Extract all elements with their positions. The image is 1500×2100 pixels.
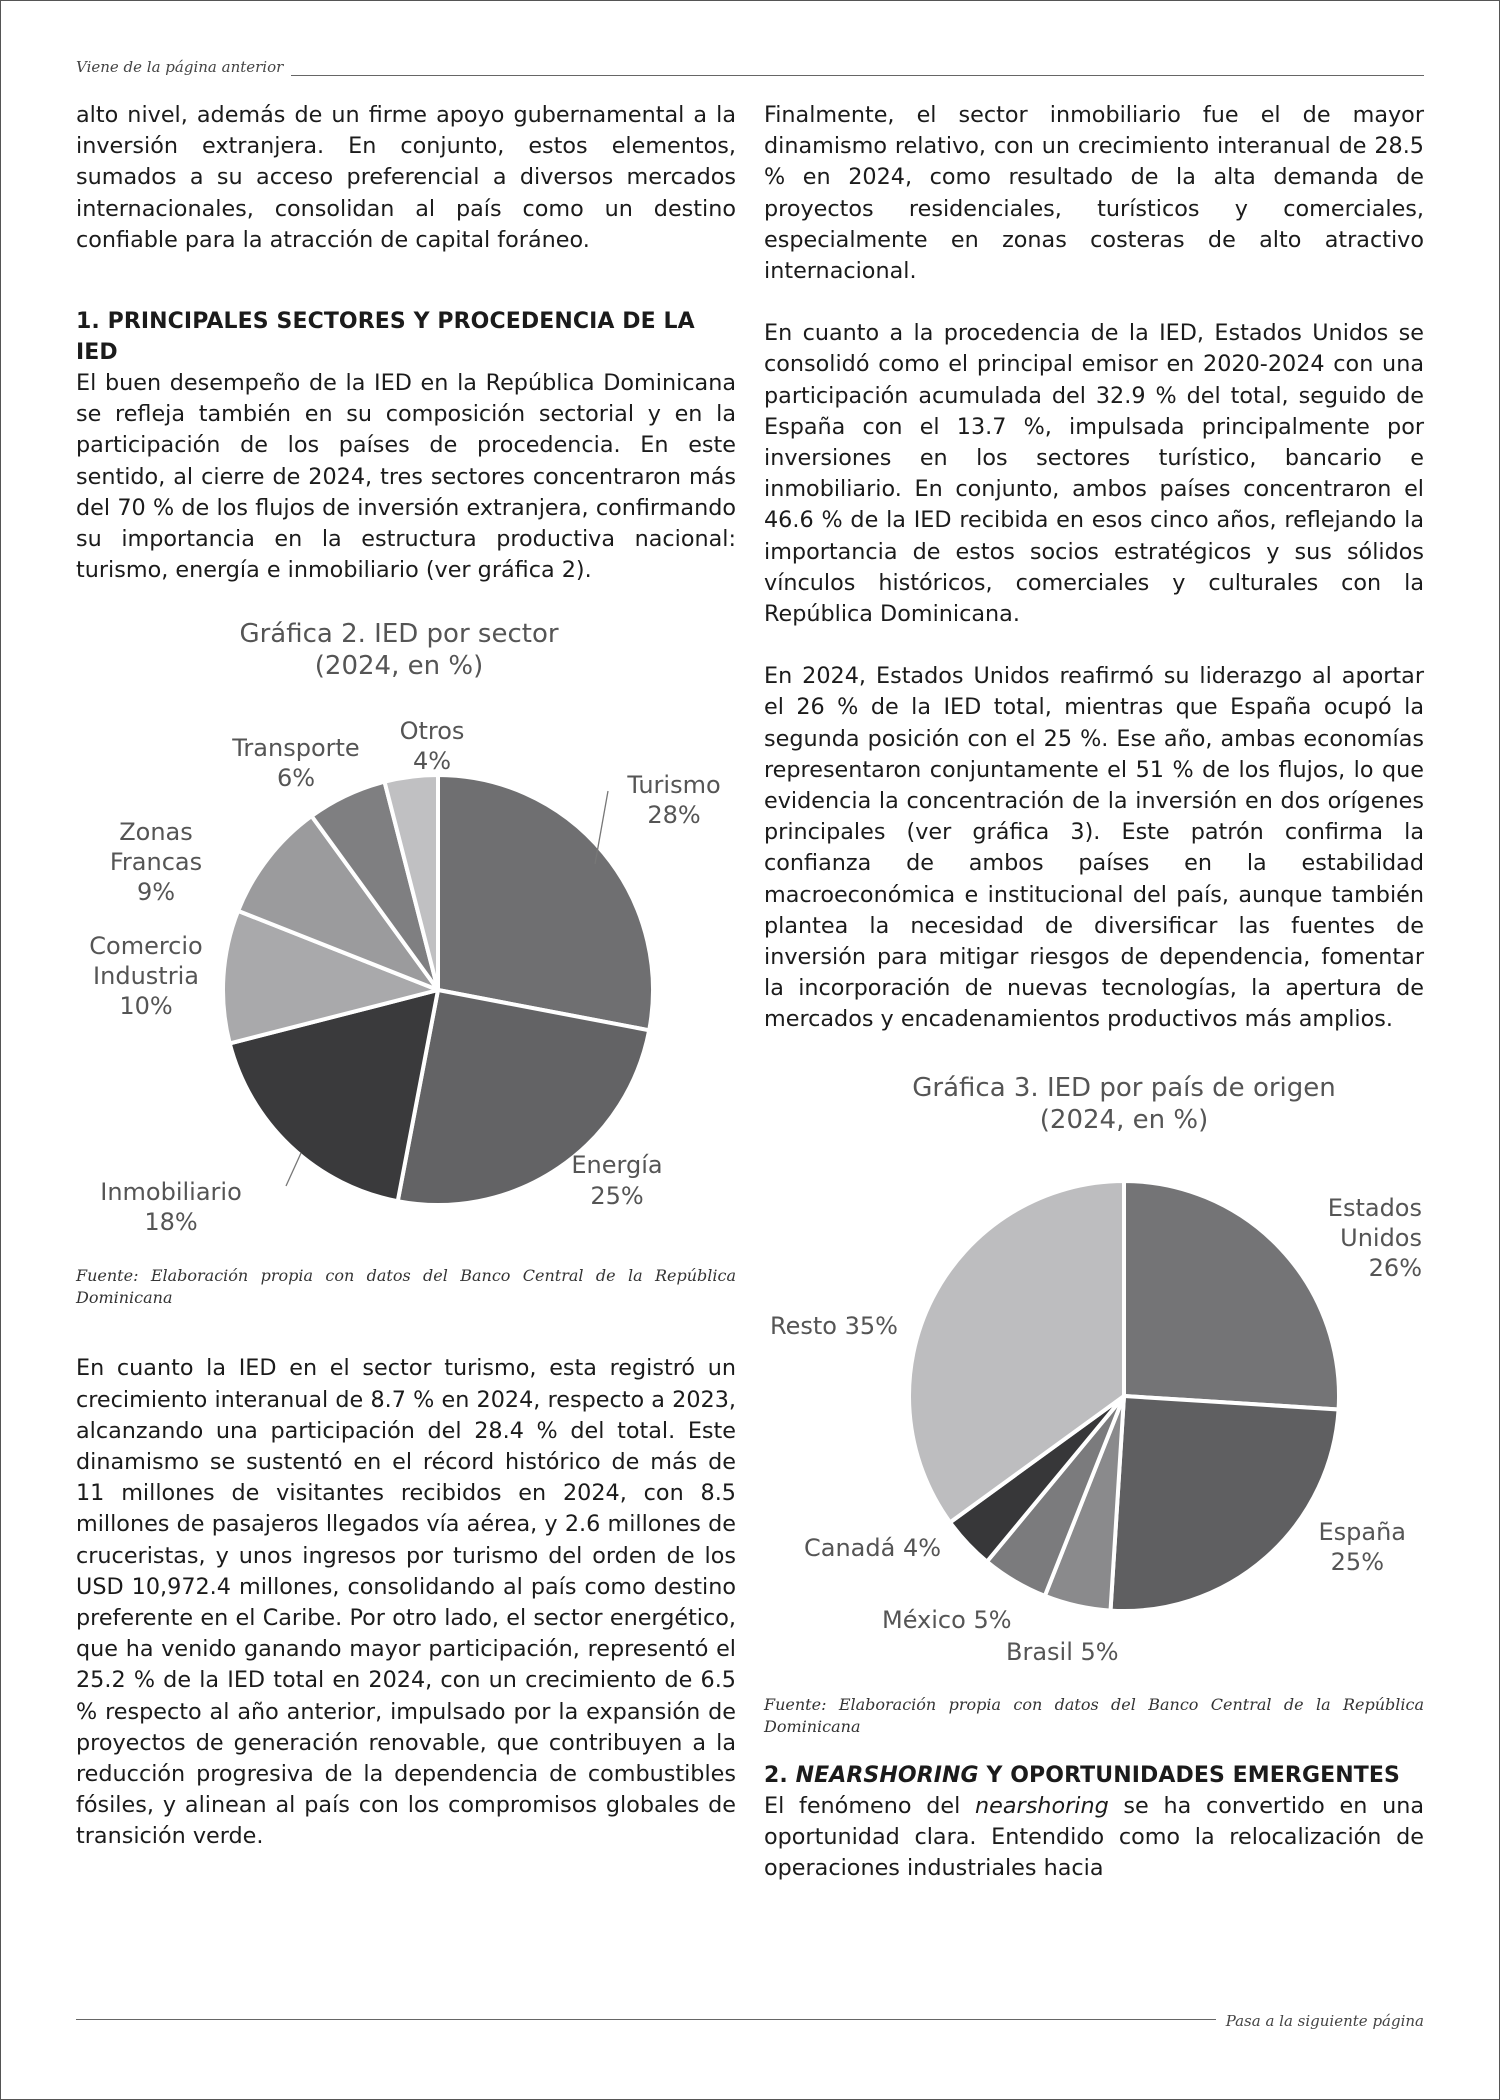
svg-text:Turismo28% bbox=[626, 771, 720, 829]
chart3-value-resto: 35% bbox=[844, 1311, 898, 1340]
left-paragraph-1: alto nivel, además de un firme apoyo gubernamental a la inversión extranjera. En conjunto, estos elementos, sumados a su acceso preferencial a diversos mercados internacionales, consolidan al país como un destino confiable para la atracción de capital foráneo. bbox=[76, 102, 736, 253]
chart3-slice-espa-a bbox=[1111, 1396, 1339, 1611]
chart3-subtitle: (2024, en %) bbox=[1039, 1104, 1209, 1135]
left-paragraph-3: En cuanto la IED en el sector turismo, esta registró un crecimiento interanual de 8.7 % en 2024, respecto a 2023, alcanzando una participación del 28.4 % del total. Este dinamismo se sustentó en el récord histórico de más de 11 millones de visitantes recibidos en 2024, con 8.5 millones de pasajeros llegados vía aérea, y 2.6 millones de cruceristas, y unos ingresos por turismo del orden de los USD 10,972.4 millones, consolidando al país como destino preferente en el Caribe. Por otro lado, el sector energético, que ha venido ganando mayor participación, representó el 25.2 % de la IED total en 2024, con un crecimiento de 6.5 % respecto al año anterior, impulsado por la expansión de proyectos de generación renovable, que contribuyen a la reducción progresiva de la dependencia de combustibles fósiles, y alinean al país con los compromisos globales de transición verde. bbox=[76, 1355, 736, 1850]
chart3-label-resto: Resto bbox=[770, 1311, 837, 1340]
svg-text:EstadosUnidos26% bbox=[1328, 1194, 1422, 1282]
svg-text:Canadá 4% bbox=[804, 1534, 941, 1562]
svg-text:ZonasFrancas9% bbox=[110, 818, 202, 906]
right-paragraph-2: En cuanto a la procedencia de la IED, Estados Unidos se consolidó como el principal emisor en 2020-2024 con una participación acumulada del 32.9 % del total, seguido de España con el 13.7 %, impulsada principalmente por inversiones en los sectores turístico, bancario e inmobiliario. En conjunto, ambos países concentraron el 46.6 % de la IED recibida en esos cinco años, reflejando la importancia de estos socios estratégicos y sus sólidos vínculos históricos, comerciales y culturales con la República Dominicana. bbox=[764, 320, 1424, 628]
chart3-title: Gráfica 3. IED por país de origen bbox=[912, 1072, 1336, 1103]
heading-2-emphasis: NEARSHORING bbox=[795, 1762, 979, 1788]
svg-text:Resto 35% bbox=[770, 1312, 898, 1340]
chart2-label-inmobiliario: Inmobiliario bbox=[100, 1178, 242, 1207]
chart2-label-turismo: Turismo bbox=[627, 771, 721, 800]
chart3-value-brasil: 5% bbox=[1080, 1637, 1119, 1666]
chart2-label-energia: Energía bbox=[571, 1151, 663, 1180]
chart2-label-industria: Industria bbox=[93, 962, 199, 991]
p4-emphasis: nearshoring bbox=[975, 1792, 1109, 1819]
chart2-slice-turismo bbox=[438, 775, 653, 1030]
chart2-value-energia: 25% bbox=[590, 1182, 644, 1211]
chart2-label-francas: Francas bbox=[109, 848, 203, 877]
chart3-value-mexico: 5% bbox=[973, 1605, 1012, 1634]
right-paragraph-4 bbox=[764, 1791, 1424, 1885]
chart2-title: Gráfica 2. IED por sector bbox=[239, 619, 559, 650]
heading-2-rest: Y OPORTUNIDADES EMERGENTES bbox=[978, 1762, 1400, 1788]
left-column bbox=[76, 100, 736, 1853]
chart3-label-estados: Estados bbox=[1327, 1193, 1422, 1222]
svg-text:Otros4% bbox=[400, 717, 465, 775]
section-heading-2 bbox=[764, 1760, 1424, 1791]
chart2-label-transporte: Transporte bbox=[232, 734, 360, 763]
chart2-value-otros: 4% bbox=[412, 747, 452, 776]
left-paragraph-2: El buen desempeño de la IED en la República Dominicana se refleja también en su composición sectorial y en la participación de los países de procedencia. En este sentido, al cierre de 2024, tres sectores concentraron más del 70 % de los flujos de inversión extranjera, confirmando su importancia en la estructura productiva nacional: turismo, energía e inmobiliario (ver gráfica 2). bbox=[76, 370, 736, 584]
chart3-label-espana: España bbox=[1318, 1517, 1406, 1546]
chart2-label-comercio: Comercio bbox=[89, 932, 203, 961]
chart2-value-comercio: 10% bbox=[119, 992, 173, 1021]
chart2-value-inmobiliario: 18% bbox=[144, 1208, 198, 1237]
chart2-value-zonas: 9% bbox=[136, 878, 176, 907]
chart-ied-por-pais bbox=[764, 1056, 1424, 1696]
svg-text:Transporte6% bbox=[231, 734, 359, 792]
p4-part-a: El fenómeno del bbox=[764, 1792, 976, 1819]
section-heading-1: 1. PRINCIPALES SECTORES Y PROCEDENCIA DE LA IED bbox=[76, 309, 695, 366]
chart3-label-mexico: México bbox=[882, 1605, 966, 1634]
chart2-label-otros: Otros bbox=[399, 717, 465, 746]
chart3-label-unidos: Unidos bbox=[1340, 1223, 1422, 1252]
chart2-label-zonas: Zonas bbox=[119, 818, 193, 847]
svg-text:Energía25% bbox=[571, 1151, 662, 1210]
chart2-value-turismo: 28% bbox=[647, 801, 701, 830]
right-column bbox=[764, 100, 1424, 1884]
heading-2-number: 2. bbox=[764, 1762, 796, 1788]
chart2-leader-inmobiliario bbox=[286, 1153, 301, 1186]
chart3-label-canada: Canadá bbox=[804, 1533, 896, 1562]
chart3-slice-estados-unidos bbox=[1124, 1181, 1339, 1410]
chart-ied-por-sector bbox=[76, 608, 736, 1263]
chart2-subtitle: (2024, en %) bbox=[314, 651, 484, 682]
chart3-value-eeuu: 26% bbox=[1368, 1253, 1422, 1282]
svg-text:España25% bbox=[1318, 1518, 1406, 1576]
svg-text:México 5% bbox=[882, 1606, 1012, 1634]
chart3-label-brasil: Brasil bbox=[1006, 1637, 1073, 1666]
right-paragraph-3: En 2024, Estados Unidos reafirmó su liderazgo al aportar el 26 % de la IED total, mientras que España ocupó la segunda posición con el 25 %. Ese año, ambas economías representaron conjuntamente el 51 % de los flujos, lo que evidencia la concentración de la inversión en dos orígenes principales (ver gráfica 3). Este patrón confirma la confianza de ambos países en la estabilidad macroeconómica e institucional del país, aunque también plantea la necesidad de diversificar las fuentes de inversión para mitigar riesgos de dependencia, fomentar la incorporación de nuevas tecnologías, la apertura de mercados y encadenamientos productivos más amplios. bbox=[764, 663, 1424, 1033]
continues-on-note: Pasa a la siguiente página bbox=[1216, 2012, 1424, 2030]
continued-from-note: Viene de la página anterior bbox=[76, 58, 291, 76]
chart2-value-transporte: 6% bbox=[276, 764, 316, 793]
p4-part-b: se ha convertido en una oportunidad clara. Entendido como la relocalización de operaciones industriales hacia bbox=[764, 1792, 1424, 1882]
svg-text:Inmobiliario18% bbox=[100, 1178, 242, 1236]
chart3-value-espana: 25% bbox=[1330, 1547, 1384, 1576]
svg-text:Brasil 5% bbox=[1006, 1638, 1119, 1666]
svg-text:ComercioIndustria10% bbox=[89, 932, 202, 1020]
chart2-source: Fuente: Elaboración propia con datos del Banco Central de la República Dominicana bbox=[76, 1266, 736, 1308]
chart3-value-canada: 4% bbox=[902, 1533, 942, 1562]
right-paragraph-1: Finalmente, el sector inmobiliario fue el de mayor dinamismo relativo, con un crecimiento interanual de 28.5 % en 2024, como resultado de la alta demanda de proyectos residenciales, turísticos y comerciales, especialmente en zonas costeras de alto atractivo internacional. bbox=[764, 102, 1424, 285]
chart3-source: Fuente: Elaboración propia con datos del Banco Central de la República Dominicana bbox=[764, 1694, 1424, 1736]
